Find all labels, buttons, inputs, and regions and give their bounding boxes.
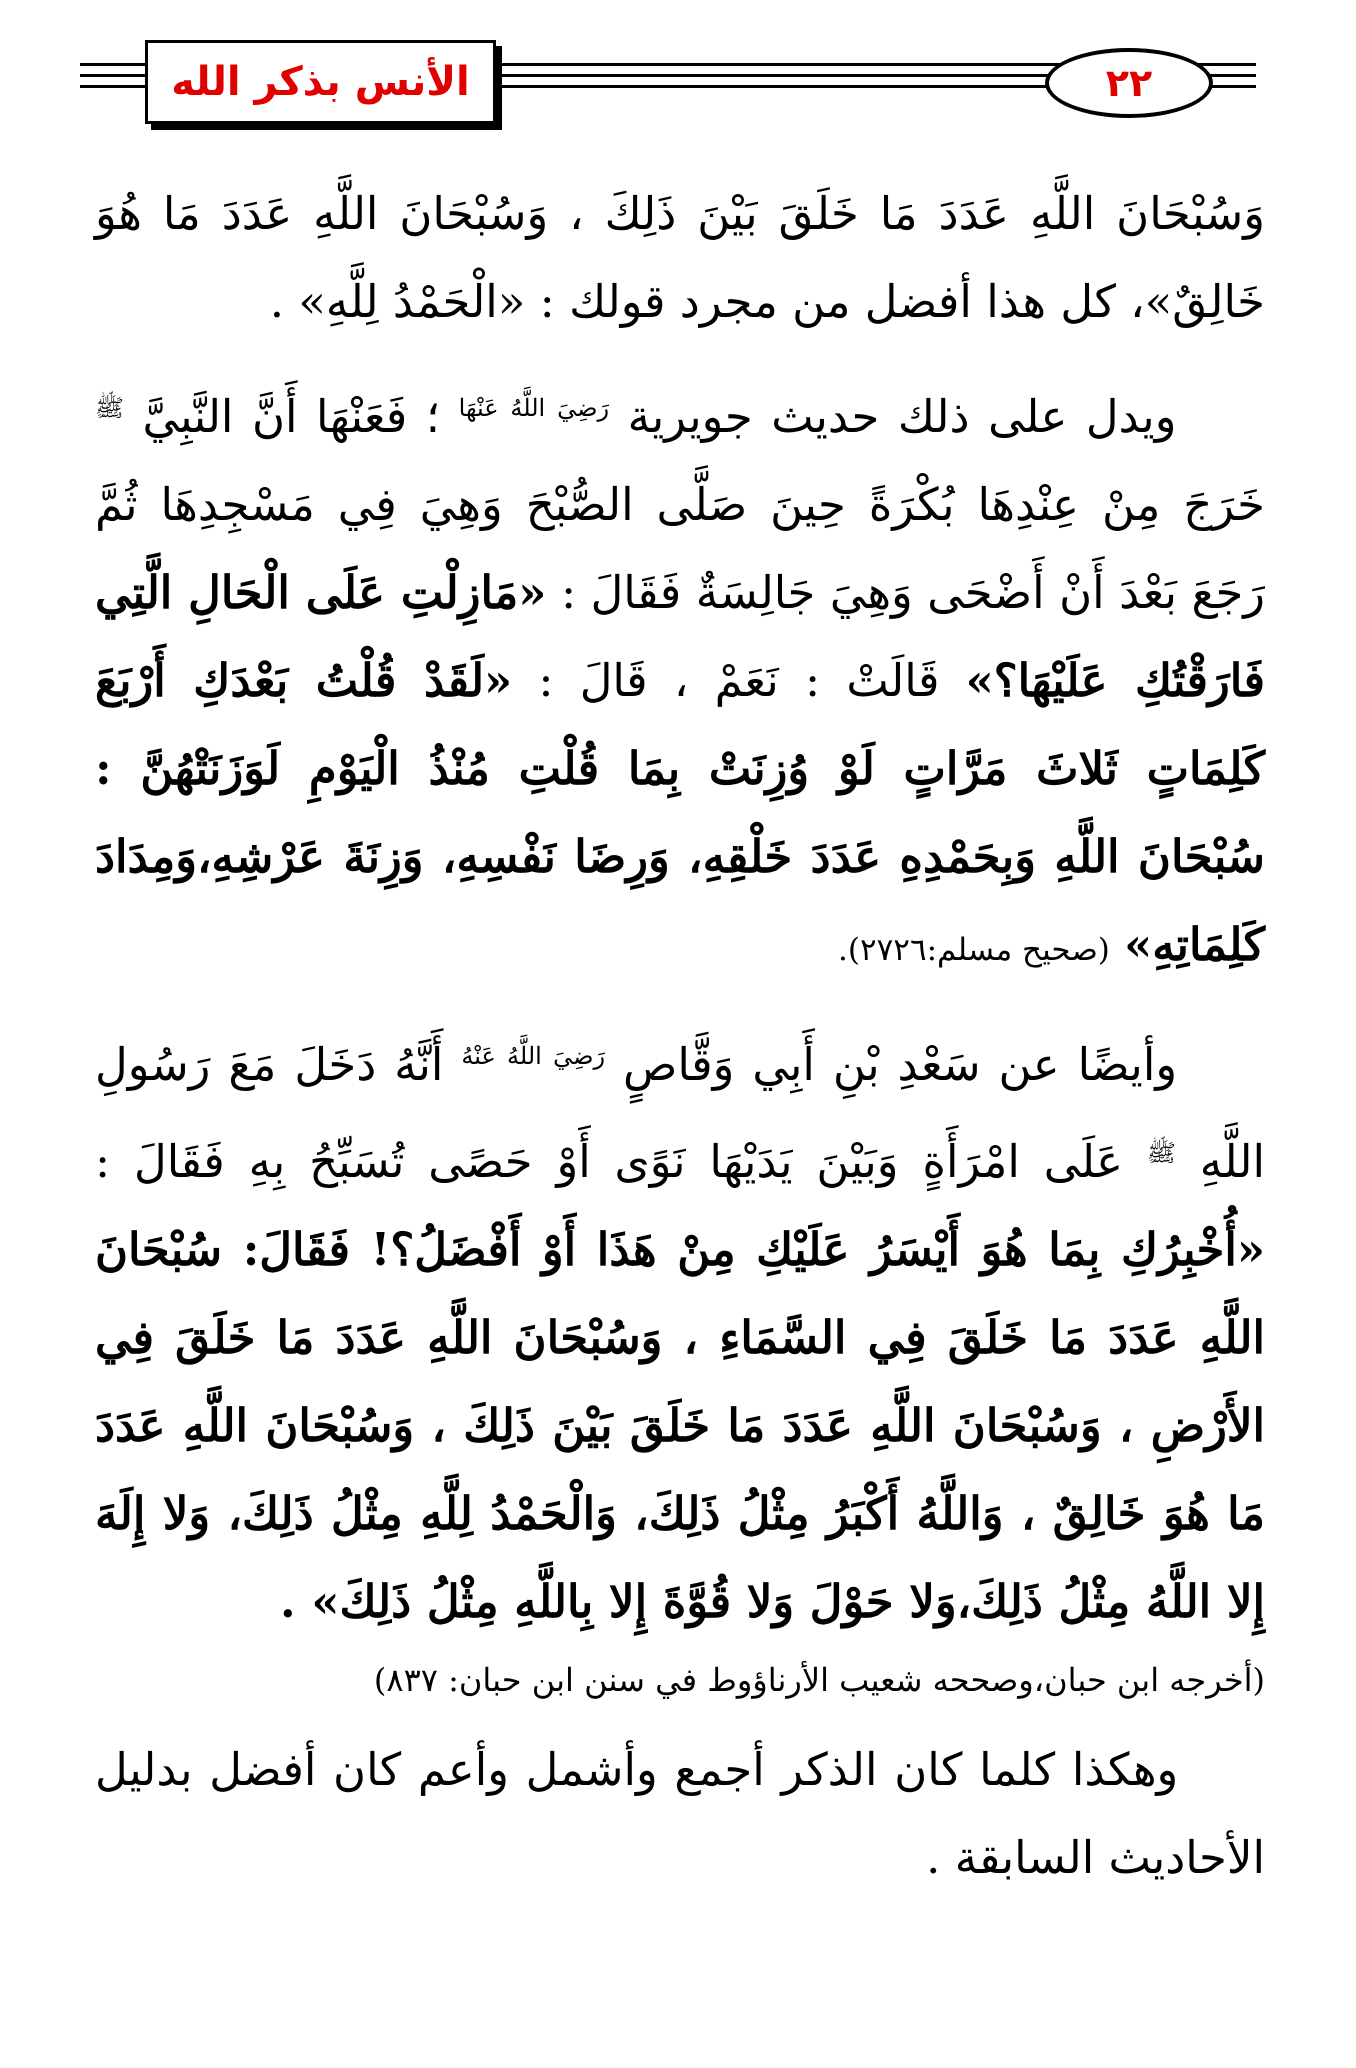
- honorific-glyph: ﷺ: [95, 394, 124, 422]
- paragraph-2: [95, 364, 1265, 994]
- paragraph-4: [95, 1726, 1265, 1902]
- book-title-box: [145, 40, 496, 124]
- paragraph-2-mid-3: قَالَتْ : نَعَمْ ، قَالَ :: [538, 654, 940, 707]
- paragraph-1: [95, 170, 1265, 346]
- page-number: ٢٢: [1105, 61, 1153, 105]
- honorific-glyph: رَضِيَ اللَّهُ عَنْهُ: [461, 1042, 606, 1070]
- paragraph-1-text: وَسُبْحَانَ اللَّهِ عَدَدَ مَا خَلَقَ بَيْنَ ذَلِكَ ، وَسُبْحَانَ اللَّهِ عَدَدَ مَا هُوَ خَالِقٌ»، كل هذا أفضل من مجرد قولك : «الْحَمْدُ لِلَّهِ» .: [95, 187, 1265, 328]
- hadith-quote: «مَازِلْتِ عَلَى الْحَالِ الَّتِي فَارَقْتُكِ عَلَيْهَا؟»: [95, 566, 1265, 707]
- paragraph-2-mid-1: ؛ فَعَنْهَا أَنَّ النَّبِيَّ: [142, 390, 441, 443]
- paragraph-3-intro: وأيضًا عن سَعْدِ بْنِ أَبِي وَقَّاصٍ: [623, 1038, 1178, 1091]
- page-header: [0, 0, 1356, 150]
- paragraph-2-mid-2: خَرَجَ مِنْ عِنْدِهَا بُكْرَةً حِينَ صَلَّى الصُّبْحَ وَهِيَ فِي مَسْجِدِهَا ثُمَّ رَجَعَ بَعْدَ أَنْ أَضْحَى وَهِيَ جَالِسَةٌ فَقَالَ :: [95, 478, 1265, 619]
- paragraph-2-intro: ويدل على ذلك حديث جويرية: [627, 390, 1177, 443]
- page-number-badge: [1045, 48, 1213, 118]
- hadith-quote: «أُخْبِرُكِ بِمَا هُوَ أَيْسَرُ عَلَيْكِ مِنْ هَذَا أَوْ أَفْضَلُ؟! فَقَالَ: سُبْحَانَ اللَّهِ عَدَدَ مَا خَلَقَ فِي السَّمَاءِ ، وَسُبْحَانَ اللَّهِ عَدَدَ مَا خَلَقَ فِي الأَرْضِ ، وَسُبْحَانَ اللَّهِ عَدَدَ مَا خَلَقَ بَيْنَ ذَلِكَ ، وَسُبْحَانَ اللَّهِ عَدَدَ مَا هُوَ خَالِقٌ ، وَاللَّهُ أَكْبَرُ مِثْلُ ذَلِكَ، وَالْحَمْدُ لِلَّهِ مِثْلُ ذَلِكَ، وَلا إِلَهَ إِلا اللَّهُ مِثْلُ ذَلِكَ،وَلا حَوْلَ وَلا قُوَّةَ إِلا بِاللَّهِ مِثْلُ ذَلِكَ» .: [95, 1223, 1265, 1628]
- page-body: [95, 170, 1265, 1902]
- source-citation: [95, 1652, 1265, 1708]
- citation: (صحيح مسلم:٢٧٢٦).: [838, 932, 1110, 968]
- source-citation-text: (أخرجه ابن حبان،وصححه شعيب الأرناؤوط في سنن ابن حبان: ٨٣٧): [373, 1661, 1265, 1699]
- book-title: الأنس بذكر الله: [171, 59, 470, 105]
- honorific-glyph: ﷺ: [1146, 1139, 1176, 1167]
- honorific-glyph: رَضِيَ اللَّهُ عَنْهَا: [458, 394, 610, 422]
- paragraph-3-mid-2: عَلَى امْرَأَةٍ وَبَيْنَ يَدَيْهَا نَوًى أَوْ حَصًى تُسَبِّحُ بِهِ فَقَالَ :: [95, 1135, 1123, 1188]
- paragraph-3: [95, 1012, 1265, 1646]
- hadith-quote: «لَقَدْ قُلْتُ بَعْدَكِ أَرْبَعَ كَلِمَاتٍ ثَلاثَ مَرَّاتٍ لَوْ وُزِنَتْ بِمَا قُلْتِ مُنْذُ الْيَوْمِ لَوَزَنَتْهُنَّ : سُبْحَانَ اللَّهِ وَبِحَمْدِهِ عَدَدَ خَلْقِهِ، وَرِضَا نَفْسِهِ، وَزِنَةَ عَرْشِهِ،وَمِدَادَ كَلِمَاتِهِ»: [95, 654, 1265, 971]
- paragraph-4-text: وهكذا كلما كان الذكر أجمع وأشمل وأعم كان أفضل بدليل الأحاديث السابقة .: [95, 1743, 1265, 1884]
- paragraph-3-mid-1: أَنَّهُ دَخَلَ مَعَ رَسُولِ اللَّهِ: [95, 1038, 1265, 1188]
